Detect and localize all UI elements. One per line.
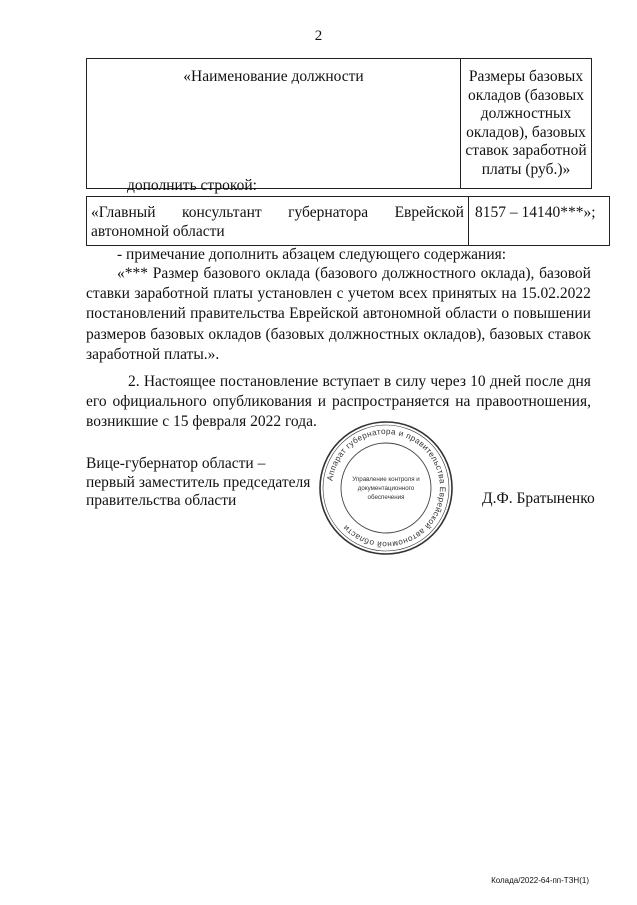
note-line: постановлений правительства Еврейской автономной области о повышении bbox=[86, 305, 591, 323]
seal-graphic bbox=[318, 420, 454, 556]
row-position-line bbox=[91, 203, 464, 222]
header-salary-line: должностных bbox=[480, 105, 572, 122]
row-salary-range: 8157 – 14140***»; bbox=[475, 204, 596, 221]
signatory-block bbox=[86, 455, 310, 511]
header-salary-line: окладов (базовых bbox=[468, 86, 584, 104]
signatory-line: первый заместитель председателя bbox=[86, 473, 311, 491]
item-2-line: его официального опубликования и распространяется на правоотношения, bbox=[86, 393, 591, 411]
seal-ring-text: Аппарат губернатора и правительства Еврейской автономной области bbox=[325, 426, 448, 550]
header-cell-salary bbox=[461, 59, 592, 189]
item-2-line: 2. Настоящее постановление вступает в силу через 10 дней после дня bbox=[128, 373, 591, 390]
note-line: «*** Размер базового оклада (базового должностного оклада), базовой bbox=[117, 265, 591, 282]
added-row-table bbox=[86, 196, 610, 246]
header-salary-line: Размеры базовых bbox=[468, 68, 584, 85]
header-table bbox=[86, 58, 592, 189]
note-paragraph bbox=[86, 264, 591, 365]
row-cell-position bbox=[87, 197, 469, 246]
signatory-line: Вице-губернатор области – bbox=[86, 455, 266, 472]
row-position-word: консультант bbox=[181, 204, 262, 221]
note-line: заработной платы.». bbox=[86, 345, 220, 363]
add-row-instruction: дополнить строкой: bbox=[127, 177, 257, 194]
row-position-line2: автономной области bbox=[91, 223, 225, 240]
note-line: ставки заработной платы установлен с учетом всех принятых на 15.02.2022 bbox=[86, 285, 591, 303]
document-code: Колада/2022-64-пп-ТЗН(1) bbox=[491, 876, 589, 885]
signatory-line: правительства области bbox=[86, 492, 237, 509]
signer-name: Д.Ф. Братыненко bbox=[482, 490, 595, 507]
page-number: 2 bbox=[314, 28, 323, 44]
row-cell-salary bbox=[469, 197, 610, 246]
seal-center-line: документационного bbox=[357, 485, 415, 492]
header-salary-line: ставок заработной bbox=[465, 142, 587, 159]
header-cell-position bbox=[87, 59, 461, 189]
note-line: размеров базовых окладов (базовых должностных окладов), базовых ставок bbox=[86, 325, 591, 343]
header-position-label: «Наименование должности bbox=[183, 68, 364, 85]
row-position-word: Еврейской bbox=[394, 204, 464, 221]
row-position-word: губернатора bbox=[288, 204, 369, 221]
header-salary-line: окладов), базовых bbox=[466, 123, 586, 141]
seal-center-line: обеспечения bbox=[367, 494, 405, 501]
note-instruction: - примечание дополнить абзацем следующего содержания: bbox=[117, 246, 507, 263]
row-position-word: «Главный bbox=[91, 204, 156, 221]
official-seal bbox=[318, 420, 454, 556]
header-salary-line: платы (руб.)» bbox=[481, 160, 571, 178]
seal-center-line: Управление контроля и bbox=[352, 476, 420, 483]
item-2-line: возникшие с 15 февраля 2022 года. bbox=[86, 413, 317, 431]
